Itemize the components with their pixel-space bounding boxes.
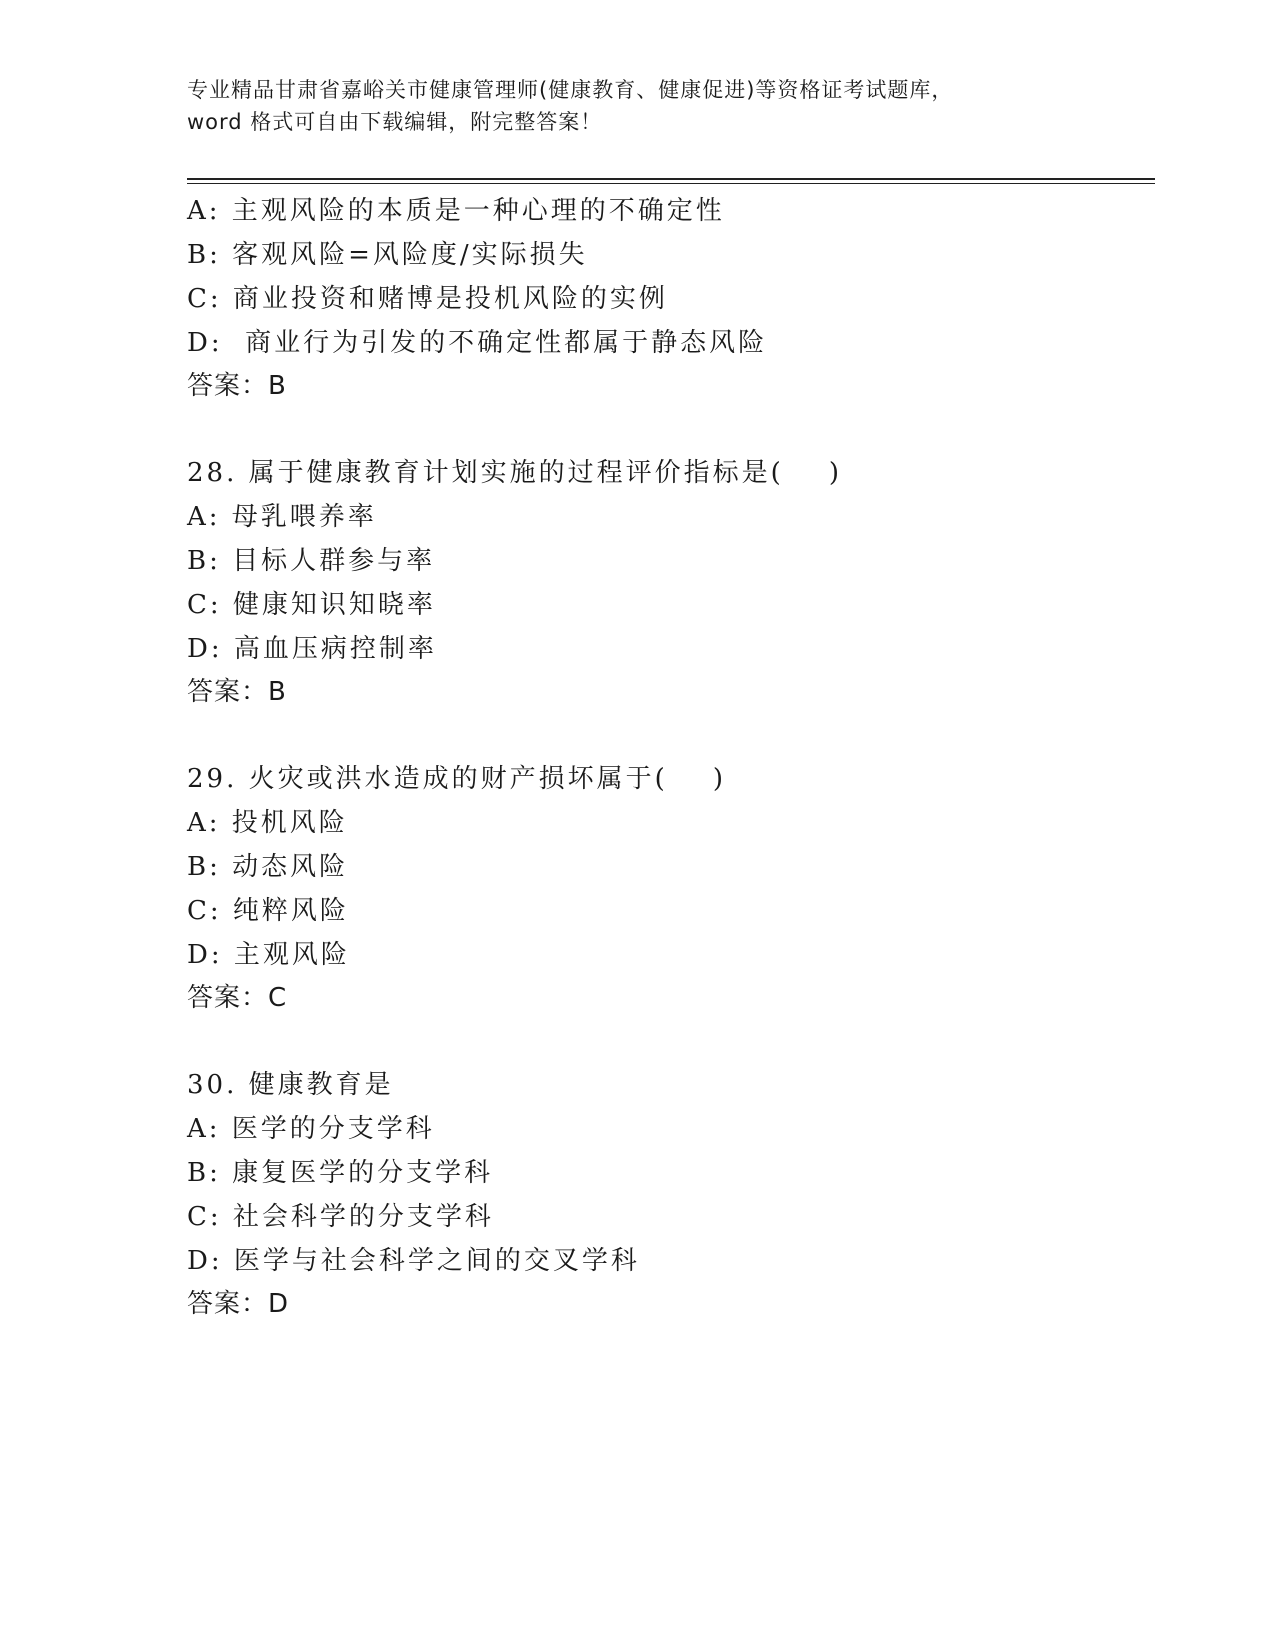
q29-answer: 答案：C [187,983,288,1013]
q27-option-b: B: 客观风险=风险度/实际损失 [187,240,588,270]
header-divider-thin [187,183,1155,184]
q27-option-d: D: 商业行为引发的不确定性都属于静态风险 [187,328,768,358]
q29-question: 29. 火灾或洪水造成的财产损坏属于( ) [187,764,726,794]
q30-option-b: B: 康复医学的分支学科 [187,1158,494,1188]
q27-answer: 答案：B [187,371,287,401]
q28-option-c: C: 健康知识知晓率 [187,590,436,620]
q29-option-a: A: 投机风险 [187,808,348,838]
q30-option-a: A: 医学的分支学科 [187,1114,435,1144]
q27-option-c: C: 商业投资和赌博是投机风险的实例 [187,284,668,314]
q28-answer: 答案：B [187,677,287,707]
q28-option-d: D: 高血压病控制率 [187,634,437,664]
header-title-line-2: word 格式可自由下载编辑，附完整答案！ [187,110,603,134]
q28-option-b: B: 目标人群参与率 [187,546,436,576]
header-title-line-1: 专业精品甘肃省嘉峪关市健康管理师(健康教育、健康促进)等资格证考试题库， [187,78,954,102]
q30-option-d: D: 医学与社会科学之间的交叉学科 [187,1246,640,1276]
q28-question: 28. 属于健康教育计划实施的过程评价指标是( ) [187,458,842,488]
header-divider-thick [187,178,1155,180]
q30-question: 30. 健康教育是 [187,1070,394,1100]
q30-option-c: C: 社会科学的分支学科 [187,1202,494,1232]
q27-option-a: A: 主观风险的本质是一种心理的不确定性 [187,196,725,226]
q29-option-b: B: 动态风险 [187,852,349,882]
q29-option-c: C: 纯粹风险 [187,896,349,926]
q30-answer: 答案：D [187,1289,290,1319]
page-header [187,74,1087,138]
q29-option-d: D: 主观风险 [187,940,350,970]
q28-option-a: A: 母乳喂养率 [187,502,377,532]
